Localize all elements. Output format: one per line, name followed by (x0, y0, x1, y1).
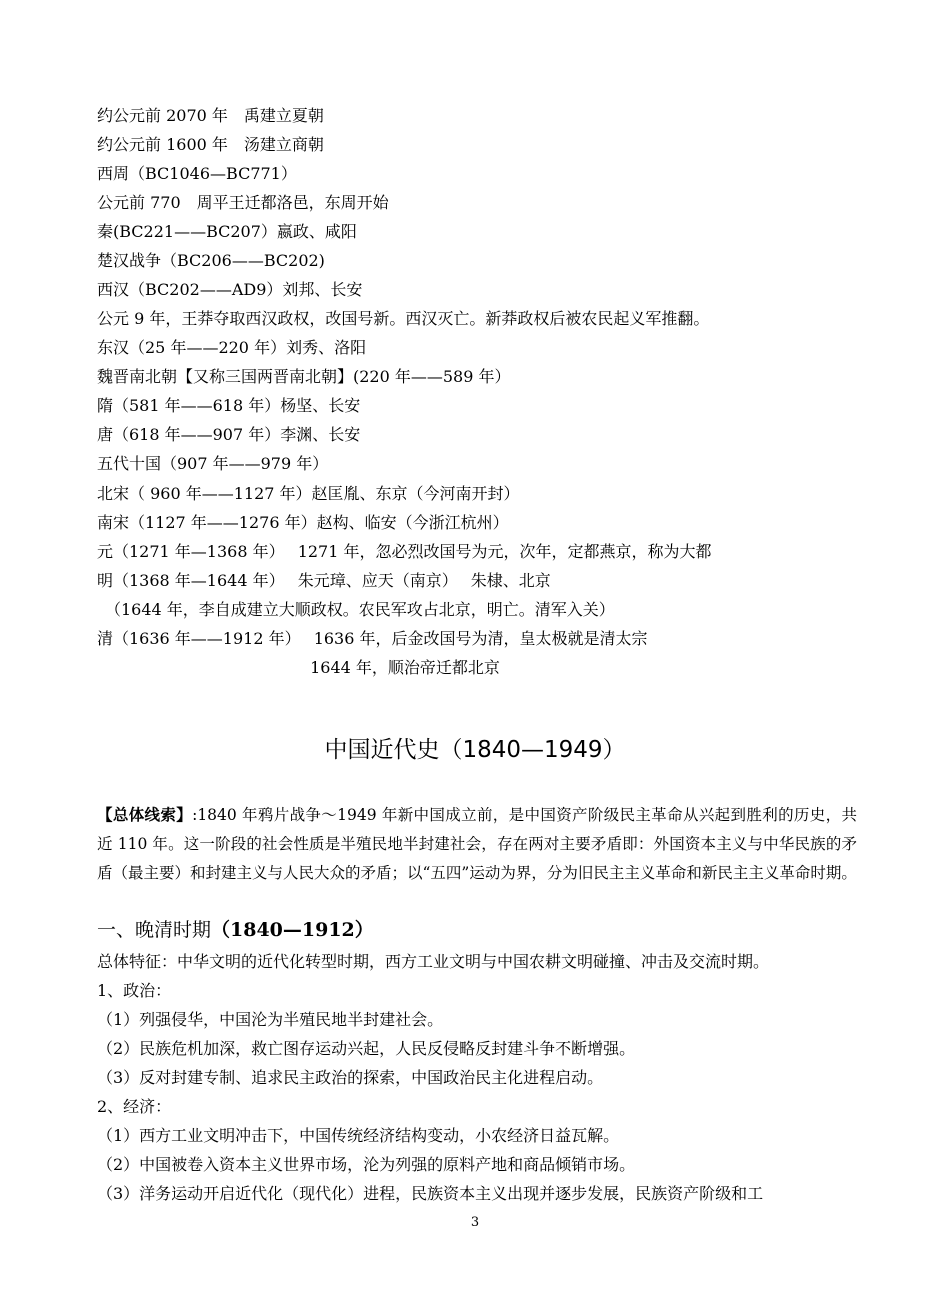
timeline-line-17: 明（1368 年—1644 年） 朱元璋、应天（南京） 朱棣、北京 (97, 571, 551, 590)
body-line-8: （2）中国被卷入资本主义世界市场，沦为列强的原料产地和商品倾销市场。 (97, 1155, 636, 1174)
body-line-2: 1、政治： (97, 981, 172, 1000)
timeline-line-15: 南宋（1127 年——1276 年）赵构、临安（今浙江杭州） (97, 513, 509, 532)
timeline-line-10: 魏晋南北朝【又称三国两晋南北朝】(220 年——589 年） (97, 367, 511, 386)
body-line-9: （3）洋务运动开启近代化（现代化）进程，民族资本主义出现并逐步发展，民族资产阶级和工 (97, 1184, 764, 1203)
timeline-line-9: 东汉（25 年——220 年）刘秀、洛阳 (97, 338, 367, 357)
summary-label: 【总体线索】 (97, 805, 193, 824)
timeline-line-14: 北宋（ 960 年——1127 年）赵匡胤、东京（今河南开封） (97, 484, 520, 503)
timeline-line-7: 西汉（BC202——AD9）刘邦、长安 (97, 280, 363, 299)
body-line-4: （2）民族危机加深，救亡图存运动兴起，人民反侵略反封建斗争不断增强。 (97, 1039, 636, 1058)
body-line-7: （1）西方工业文明冲击下，中国传统经济结构变动，小农经济日益瓦解。 (97, 1126, 620, 1145)
body-line-6: 2、经济： (97, 1097, 172, 1116)
summary-text: :1840 年鸦片战争～1949 年新中国成立前，是中国资产阶级民主革命从兴起到胜利的历史，共近 110 年。这一阶段的社会性质是半殖民地半封建社会，存在两对主要矛盾即：外国资本主义与中华民族的矛盾（最主要）和封建主义与人民大众的矛盾；以“五四”运动为界，分为旧民主主义革命和新民主主义革命时期。 (97, 806, 857, 882)
body-line-1: 总体特征：中华文明的近代化转型时期，西方工业文明与中国农耕文明碰撞、冲击及交流时期。 (97, 952, 770, 971)
timeline-line-4: 公元前 770 周平王迁都洛邑，东周开始 (97, 193, 389, 212)
section-heading-prefix: 一、晚清时期 (97, 919, 212, 941)
timeline-line-13: 五代十国（907 年——979 年） (97, 454, 329, 473)
section-heading (97, 918, 374, 942)
body-line-5: （3）反对封建专制、追求民主政治的探索，中国政治民主化进程启动。 (97, 1068, 604, 1087)
timeline-line-20: 1644 年，顺治帝迁都北京 (97, 658, 500, 677)
timeline-line-12: 唐（618 年——907 年）李渊、长安 (97, 425, 361, 444)
timeline-line-2: 约公元前 1600 年 汤建立商朝 (97, 135, 324, 154)
timeline-line-11: 隋（581 年——618 年）杨坚、长安 (97, 396, 361, 415)
page-title: 中国近代史（1840—1949） (324, 737, 626, 763)
summary-paragraph (97, 800, 857, 888)
page-number: 3 (470, 1215, 480, 1230)
timeline-line-8: 公元 9 年，王莽夺取西汉政权，改国号新。西汉灭亡。新莽政权后被农民起义军推翻。 (97, 309, 710, 328)
timeline-line-5: 秦(BC221——BC207）嬴政、咸阳 (97, 222, 357, 241)
timeline-line-6: 楚汉战争（BC206——BC202) (97, 251, 325, 270)
section-heading-years: （1840—1912） (211, 919, 374, 941)
body-line-3: （1）列强侵华，中国沦为半殖民地半封建社会。 (97, 1010, 444, 1029)
timeline-line-3: 西周（BC1046—BC771） (97, 164, 297, 183)
timeline-line-1: 约公元前 2070 年 禹建立夏朝 (97, 106, 324, 125)
timeline-line-16: 元（1271 年—1368 年） 1271 年，忽必烈改国号为元，次年，定都燕京，称为大都 (97, 542, 712, 561)
timeline-line-19: 清（1636 年——1912 年） 1636 年，后金改国号为清，皇太极就是清太宗 (97, 629, 648, 648)
timeline-line-18: （1644 年，李自成建立大顺政权。农民军攻占北京，明亡。清军入关） (97, 600, 615, 619)
